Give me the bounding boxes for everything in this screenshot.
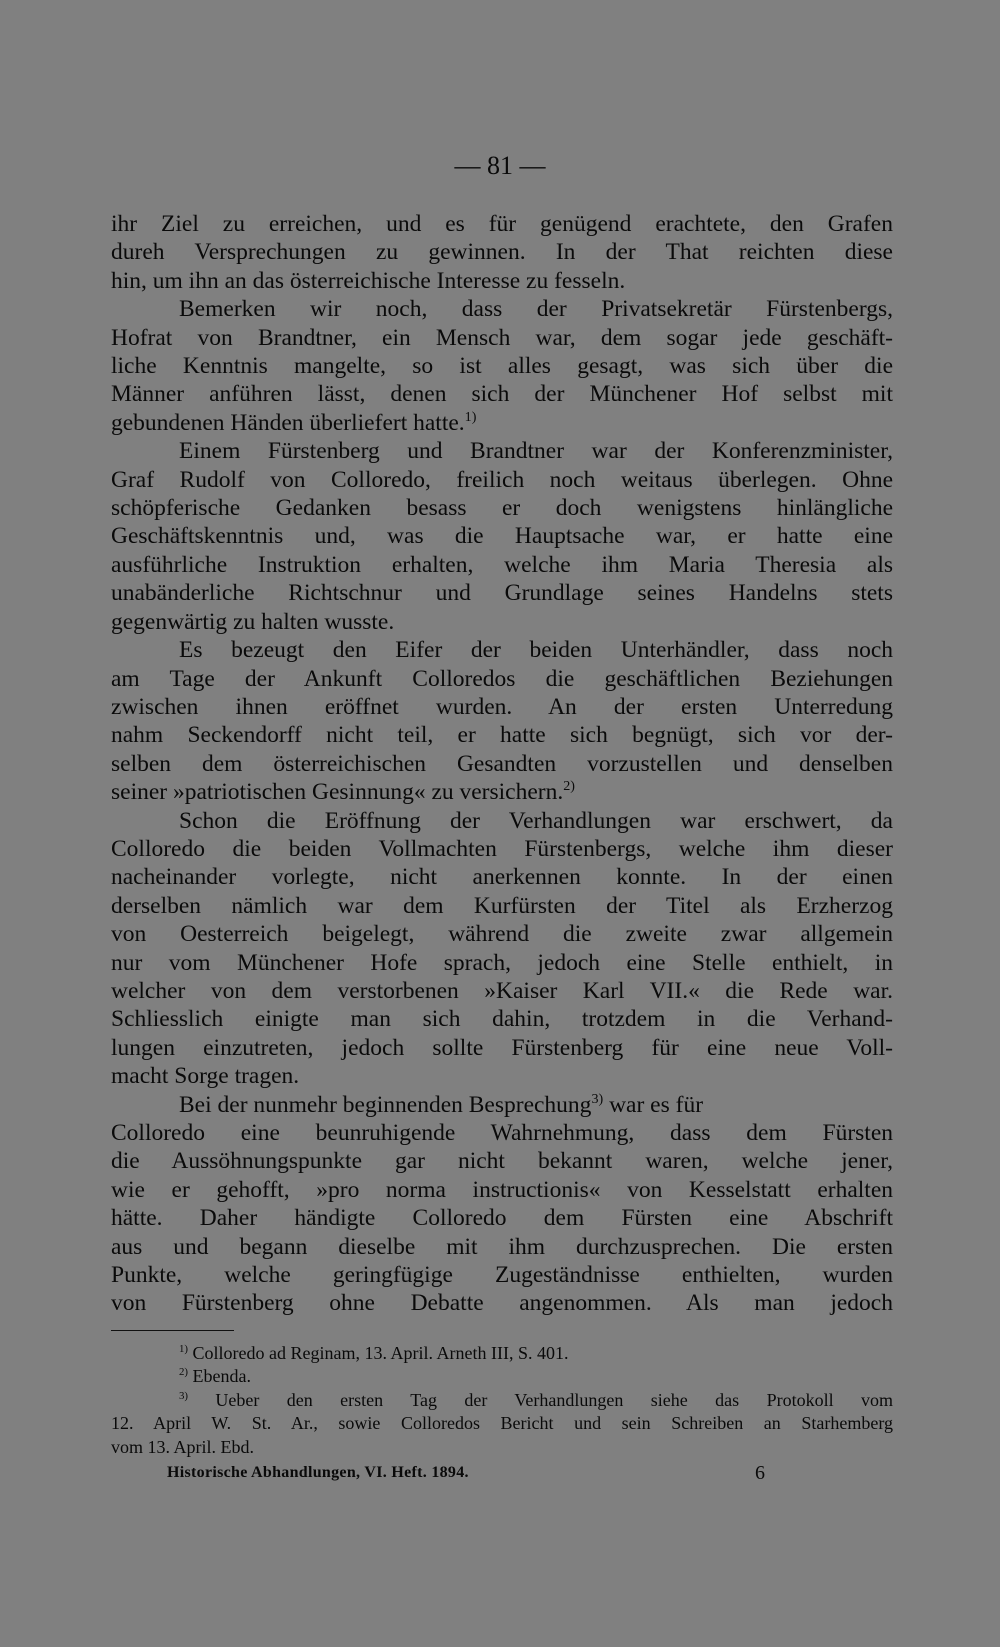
text-line: die Aussöhnungspunkte gar nicht bekannt waren, welche jener,: [111, 1148, 893, 1175]
footnote: [111, 1365, 893, 1388]
text-line: selben dem österreichischen Gesandten vorzustellen und denselben: [111, 750, 893, 777]
text-segment: seiner »patriotischen Gesinnung« zu versichern.: [111, 779, 564, 806]
text-line: welcher von dem verstorbenen »Kaiser Karl VII.« die Rede war.: [111, 977, 893, 1004]
footnote-ref: 3): [591, 1090, 604, 1107]
text-line: Hofrat von Brandtner, ein Mensch war, dem sogar jede geschäft-: [111, 324, 893, 351]
text-line: von Oesterreich beigelegt, während die zweite zwar allgemein: [111, 921, 893, 948]
text-line: ihr Ziel zu erreichen, und es für genügend erachtete, den Grafen: [111, 211, 893, 237]
text-line: [111, 1091, 893, 1119]
text-line: [111, 778, 893, 806]
text-line: [111, 409, 893, 437]
text-line: Punkte, welche geringfügige Zugeständnisse enthielten, wurden: [111, 1262, 893, 1289]
text-line: nur vom Münchener Hofe sprach, jedoch eine Stelle enthielt, in: [111, 949, 893, 976]
text-segment: gebundenen Händen überliefert hatte.: [111, 409, 465, 436]
footnotes: [111, 1342, 893, 1459]
footnote-text: Colloredo ad Reginam, 13. April. Arneth III, S. 401.: [192, 1343, 569, 1363]
footnote: [111, 1389, 893, 1412]
footnote-marker: 1): [179, 1343, 188, 1355]
sheet-number: 6: [755, 1462, 765, 1484]
text-line: am Tage der Ankunft Colloredos die geschäftlichen Beziehungen: [111, 665, 893, 692]
text-segment: war es für: [603, 1091, 704, 1118]
text-line: Bemerken wir noch, dass der Privatsekretär Fürstenbergs,: [179, 296, 893, 323]
text-line: wie er gehofft, »pro norma instructionis« von Kesselstatt erhalten: [111, 1176, 893, 1203]
text-line: zwischen ihnen eröffnet wurden. An der ersten Unterredung: [111, 693, 893, 720]
footnote-marker: 2): [179, 1366, 188, 1379]
text-line: aus und begann dieselbe mit ihm durchzusprechen. Die ersten: [111, 1233, 893, 1260]
text-line: Schliesslich einigte man sich dahin, trotzdem in die Verhand-: [111, 1006, 893, 1033]
footnote: [111, 1342, 893, 1365]
body-text: [111, 210, 893, 1318]
text-line: dureh Versprechungen zu gewinnen. In der That reichten diese: [111, 239, 893, 266]
text-line: derselben nämlich war dem Kurfürsten der Titel als Erzherzog: [111, 892, 893, 919]
text-segment: Bei der nunmehr beginnenden Besprechung: [179, 1091, 592, 1118]
text-line: Colloredo die beiden Vollmachten Fürstenbergs, welche ihm dieser: [111, 835, 893, 862]
text-line: hin, um ihn an das österreichische Interesse zu fesseln.: [111, 267, 626, 294]
footnote-marker: 3): [179, 1389, 188, 1402]
text-line: liche Kenntnis mangelte, so ist alles gesagt, was sich über die: [111, 353, 893, 380]
footnote-text: Ueber den ersten Tag der Verhandlungen siehe das Protokoll vom: [215, 1389, 893, 1410]
text-line: nacheinander vorlegte, nicht anerkennen konnte. In der einen: [111, 864, 893, 891]
text-line: Schon die Eröffnung der Verhandlungen war erschwert, da: [179, 807, 893, 834]
signature-line: Historische Abhandlungen, VI. Heft. 1894.: [167, 1464, 469, 1481]
text-line: Graf Rudolf von Colloredo, freilich noch weitaus überlegen. Ohne: [111, 466, 893, 493]
text-line: macht Sorge tragen.: [111, 1063, 300, 1090]
text-line: schöpferische Gedanken besass er doch wenigstens hinlängliche: [111, 495, 893, 522]
page-number: — 81 —: [454, 151, 546, 180]
text-line: ausführliche Instruktion erhalten, welche ihm Maria Theresia als: [111, 551, 893, 578]
text-line: unabänderliche Richtschnur und Grundlage seines Handelns stets: [111, 580, 893, 607]
footnote-divider: [111, 1330, 234, 1331]
text-line: hätte. Daher händigte Colloredo dem Fürsten eine Abschrift: [111, 1205, 893, 1232]
text-line: Geschäftskenntnis und, was die Hauptsache war, er hatte eine: [111, 523, 893, 550]
footnote-continuation: 12. April W. St. Ar., sowie Colloredos Bericht und sein Schreiben an Starhemberg: [111, 1413, 893, 1434]
footnote-text: Ebenda.: [192, 1366, 251, 1387]
footnote-ref: 1): [464, 409, 477, 426]
text-line: Männer anführen lässt, denen sich der Münchener Hof selbst mit: [111, 381, 893, 408]
text-line: Colloredo eine beunruhigende Wahrnehmung, dass dem Fürsten: [111, 1120, 893, 1146]
text-line: gegenwärtig zu halten wusste.: [111, 608, 395, 635]
text-line: nahm Seckendorff nicht teil, er hatte sich begnügt, sich vor der-: [111, 722, 893, 749]
text-line: Einem Fürstenberg und Brandtner war der Konferenzminister,: [179, 438, 893, 465]
text-line: Es bezeugt den Eifer der beiden Unterhändler, dass noch: [179, 637, 893, 664]
footnote-ref: 2): [563, 778, 575, 795]
text-line: von Fürstenberg ohne Debatte angenommen. Als man jedoch: [111, 1290, 893, 1317]
text-line: lungen einzutreten, jedoch sollte Fürstenberg für eine neue Voll-: [111, 1034, 893, 1061]
footnote-continuation: vom 13. April. Ebd.: [111, 1436, 254, 1457]
